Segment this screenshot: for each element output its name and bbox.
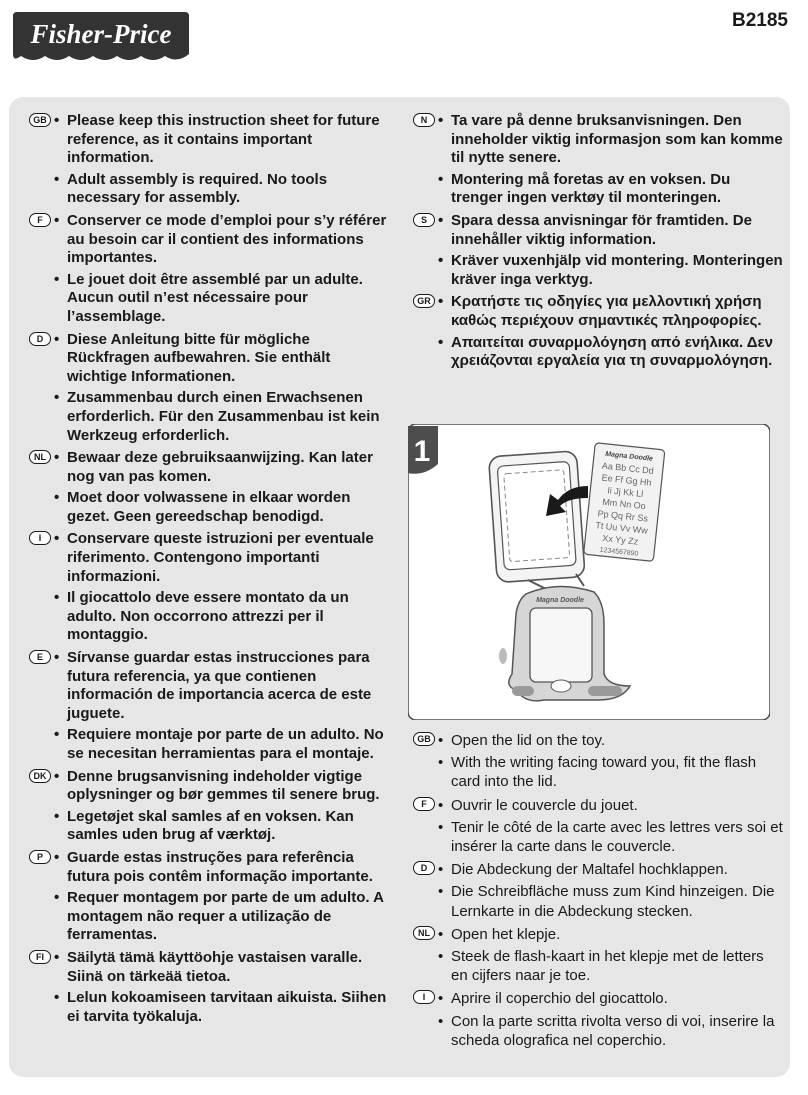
card-brand: Magna Doodle bbox=[604, 450, 654, 463]
instruction-bullet: • Ouvrir le couvercle du jouet. bbox=[451, 796, 783, 815]
language-badge: I bbox=[413, 990, 435, 1004]
instruction-bullet: • Κρατήστε τις οδηγίες για μελλοντική χρήση καθώς περιέχουν σημαντικές πληροφορίες. bbox=[451, 293, 783, 330]
instruction-bullet: • Requer montagem por parte de um adulto. A montagem não requer a utilização de ferramentas. bbox=[67, 889, 389, 945]
language-block-nl bbox=[413, 925, 783, 986]
instruction-bullet: • With the writing facing toward you, fit the flash card into the lid. bbox=[451, 753, 783, 791]
language-block-fi bbox=[29, 949, 389, 1026]
right-column-top bbox=[413, 112, 783, 375]
fisher-price-logo bbox=[9, 10, 193, 66]
language-block-gb bbox=[29, 112, 389, 208]
language-badge: GR bbox=[413, 294, 435, 308]
flash-card bbox=[584, 443, 665, 562]
language-block-nl bbox=[29, 449, 389, 526]
left-column bbox=[29, 112, 389, 1030]
instruction-bullet: • Steek de flash-kaart in het klepje met de letters en cijfers naar je toe. bbox=[451, 947, 783, 985]
toy-lid bbox=[489, 451, 586, 583]
language-block-gr bbox=[413, 293, 783, 370]
card-row: Xx Yy Zz bbox=[601, 533, 639, 547]
instruction-bullet: • Conservare queste istruzioni per eventuale riferimento. Contengono importanti informazioni. bbox=[67, 530, 389, 586]
card-row: 1234567890 bbox=[599, 546, 639, 558]
card-row: Ii Jj Kk Ll bbox=[606, 485, 644, 499]
language-badge: I bbox=[29, 531, 51, 545]
toy-brand: Magna Doodle bbox=[536, 597, 584, 604]
instruction-bullet: • Conserver ce mode d’emploi pour s’y référer au besoin car il contient des informations importantes. bbox=[67, 212, 389, 268]
language-badge: NL bbox=[413, 926, 435, 940]
instruction-bullet: • Kräver vuxenhjälp vid montering. Monteringen kräver inga verktyg. bbox=[451, 252, 783, 289]
instruction-bullet: • Adult assembly is required. No tools necessary for assembly. bbox=[67, 171, 389, 208]
instruction-bullet: • Lelun kokoamiseen tarvitaan aikuista. Siihen ei tarvita työkaluja. bbox=[67, 989, 389, 1026]
language-badge: P bbox=[29, 850, 51, 864]
instruction-bullet: • Tenir le côté de la carte avec les lettres vers soi et insérer la carte dans le couvercle. bbox=[451, 818, 783, 856]
language-badge: DK bbox=[29, 769, 51, 783]
instruction-bullet: • Le jouet doit être assemblé par un adulte. Aucun outil n’est nécessaire pour l’assemblage. bbox=[67, 271, 389, 327]
language-badge: NL bbox=[29, 450, 51, 464]
instruction-bullet: • Open the lid on the toy. bbox=[451, 731, 783, 750]
card-row: Aa Bb Cc Dd bbox=[601, 460, 655, 476]
card-row: Pp Qq Rr Ss bbox=[597, 508, 649, 524]
instruction-bullet: • Spara dessa anvisningar för framtiden. De innehåller viktig information. bbox=[451, 212, 783, 249]
language-badge: GB bbox=[29, 113, 51, 127]
instruction-bullet: • Die Schreibfläche muss zum Kind hinzeigen. Die Lernkarte in die Abdeckung stecken. bbox=[451, 882, 783, 920]
language-badge: E bbox=[29, 650, 51, 664]
instruction-bullet: • Moet door volwassene in elkaar worden gezet. Geen gereedschap benodigd. bbox=[67, 489, 389, 526]
brand-name: Fisher-Price bbox=[30, 19, 172, 49]
language-badge: S bbox=[413, 213, 435, 227]
instruction-bullet: • Die Abdeckung der Maltafel hochklappen. bbox=[451, 860, 783, 879]
language-block-gb bbox=[413, 731, 783, 792]
language-block-i bbox=[29, 530, 389, 645]
instruction-bullet: • Please keep this instruction sheet for future reference, as it contains important information. bbox=[67, 112, 389, 168]
instruction-bullet: • Zusammenbau durch einen Erwachsenen erforderlich. Für den Zusammenbau ist kein Werkzeug erforderlich. bbox=[67, 389, 389, 445]
language-block-i bbox=[413, 989, 783, 1050]
instruction-bullet: • Aprire il coperchio del giocattolo. bbox=[451, 989, 783, 1008]
language-block-s bbox=[413, 212, 783, 289]
language-badge: F bbox=[29, 213, 51, 227]
language-badge: F bbox=[413, 797, 435, 811]
language-block-f bbox=[413, 796, 783, 857]
instruction-bullet: • Il giocattolo deve essere montato da un adulto. Non occorrono attrezzi per il montaggio. bbox=[67, 589, 389, 645]
card-row: Tt Uu Vv Ww bbox=[594, 520, 649, 536]
instruction-bullet: • Απαιτείται συναρμολόγηση από ενήλικα. Δεν χρειάζονται εργαλεία για τη συναρμολόγηση. bbox=[451, 334, 783, 371]
instruction-bullet: • Con la parte scritta rivolta verso di voi, inserire la scheda olografica nel coperchio. bbox=[451, 1012, 783, 1050]
step-number: 1 bbox=[413, 435, 431, 468]
instruction-bullet: • Bewaar deze gebruiksaanwijzing. Kan later nog van pas komen. bbox=[67, 449, 389, 486]
card-row: Mm Nn Oo bbox=[601, 496, 647, 512]
language-block-e bbox=[29, 649, 389, 764]
instruction-bullet: • Diese Anleitung bitte für mögliche Rückfragen aufbewahren. Sie enthält wichtige Informationen. bbox=[67, 331, 389, 387]
language-badge: D bbox=[29, 332, 51, 346]
assembly-figure bbox=[408, 424, 770, 720]
instruction-bullet: • Montering må foretas av en voksen. Du trenger ingen verktøy til monteringen. bbox=[451, 171, 783, 208]
language-badge: D bbox=[413, 861, 435, 875]
instruction-bullet: • Ta vare på denne bruksanvisningen. Den inneholder viktig informasjon som kan komme til nytte senere. bbox=[451, 112, 783, 168]
language-block-d bbox=[413, 860, 783, 921]
language-badge: GB bbox=[413, 732, 435, 746]
instruction-bullet: • Open het klepje. bbox=[451, 925, 783, 944]
instruction-bullet: • Legetøjet skal samles af en voksen. Kan samles uden brug af værktøj. bbox=[67, 808, 389, 845]
language-block-d bbox=[29, 331, 389, 446]
right-column-bottom bbox=[413, 731, 783, 1054]
card-row: Ee Ff Gg Hh bbox=[601, 472, 652, 488]
model-number: B2185 bbox=[732, 10, 788, 31]
instruction-bullet: • Guarde estas instruções para referência futura pois contêm informação importante. bbox=[67, 849, 389, 886]
instruction-bullet: • Sírvanse guardar estas instrucciones para futura referencia, ya que contienen información de importancia acerca de este juguete. bbox=[67, 649, 389, 723]
language-block-f bbox=[29, 212, 389, 327]
instruction-bullet: • Denne brugsanvisning indeholder vigtige oplysninger og bør gemmes til senere brug. bbox=[67, 768, 389, 805]
language-block-dk bbox=[29, 768, 389, 845]
instruction-bullet: • Säilytä tämä käyttöohje vastaisen varalle. Siinä on tärkeää tietoa. bbox=[67, 949, 389, 986]
language-block-p bbox=[29, 849, 389, 945]
instruction-bullet: • Requiere montaje por parte de un adulto. No se necesitan herramientas para el montaje. bbox=[67, 726, 389, 763]
language-badge: FI bbox=[29, 950, 51, 964]
language-badge: N bbox=[413, 113, 435, 127]
language-block-n bbox=[413, 112, 783, 208]
